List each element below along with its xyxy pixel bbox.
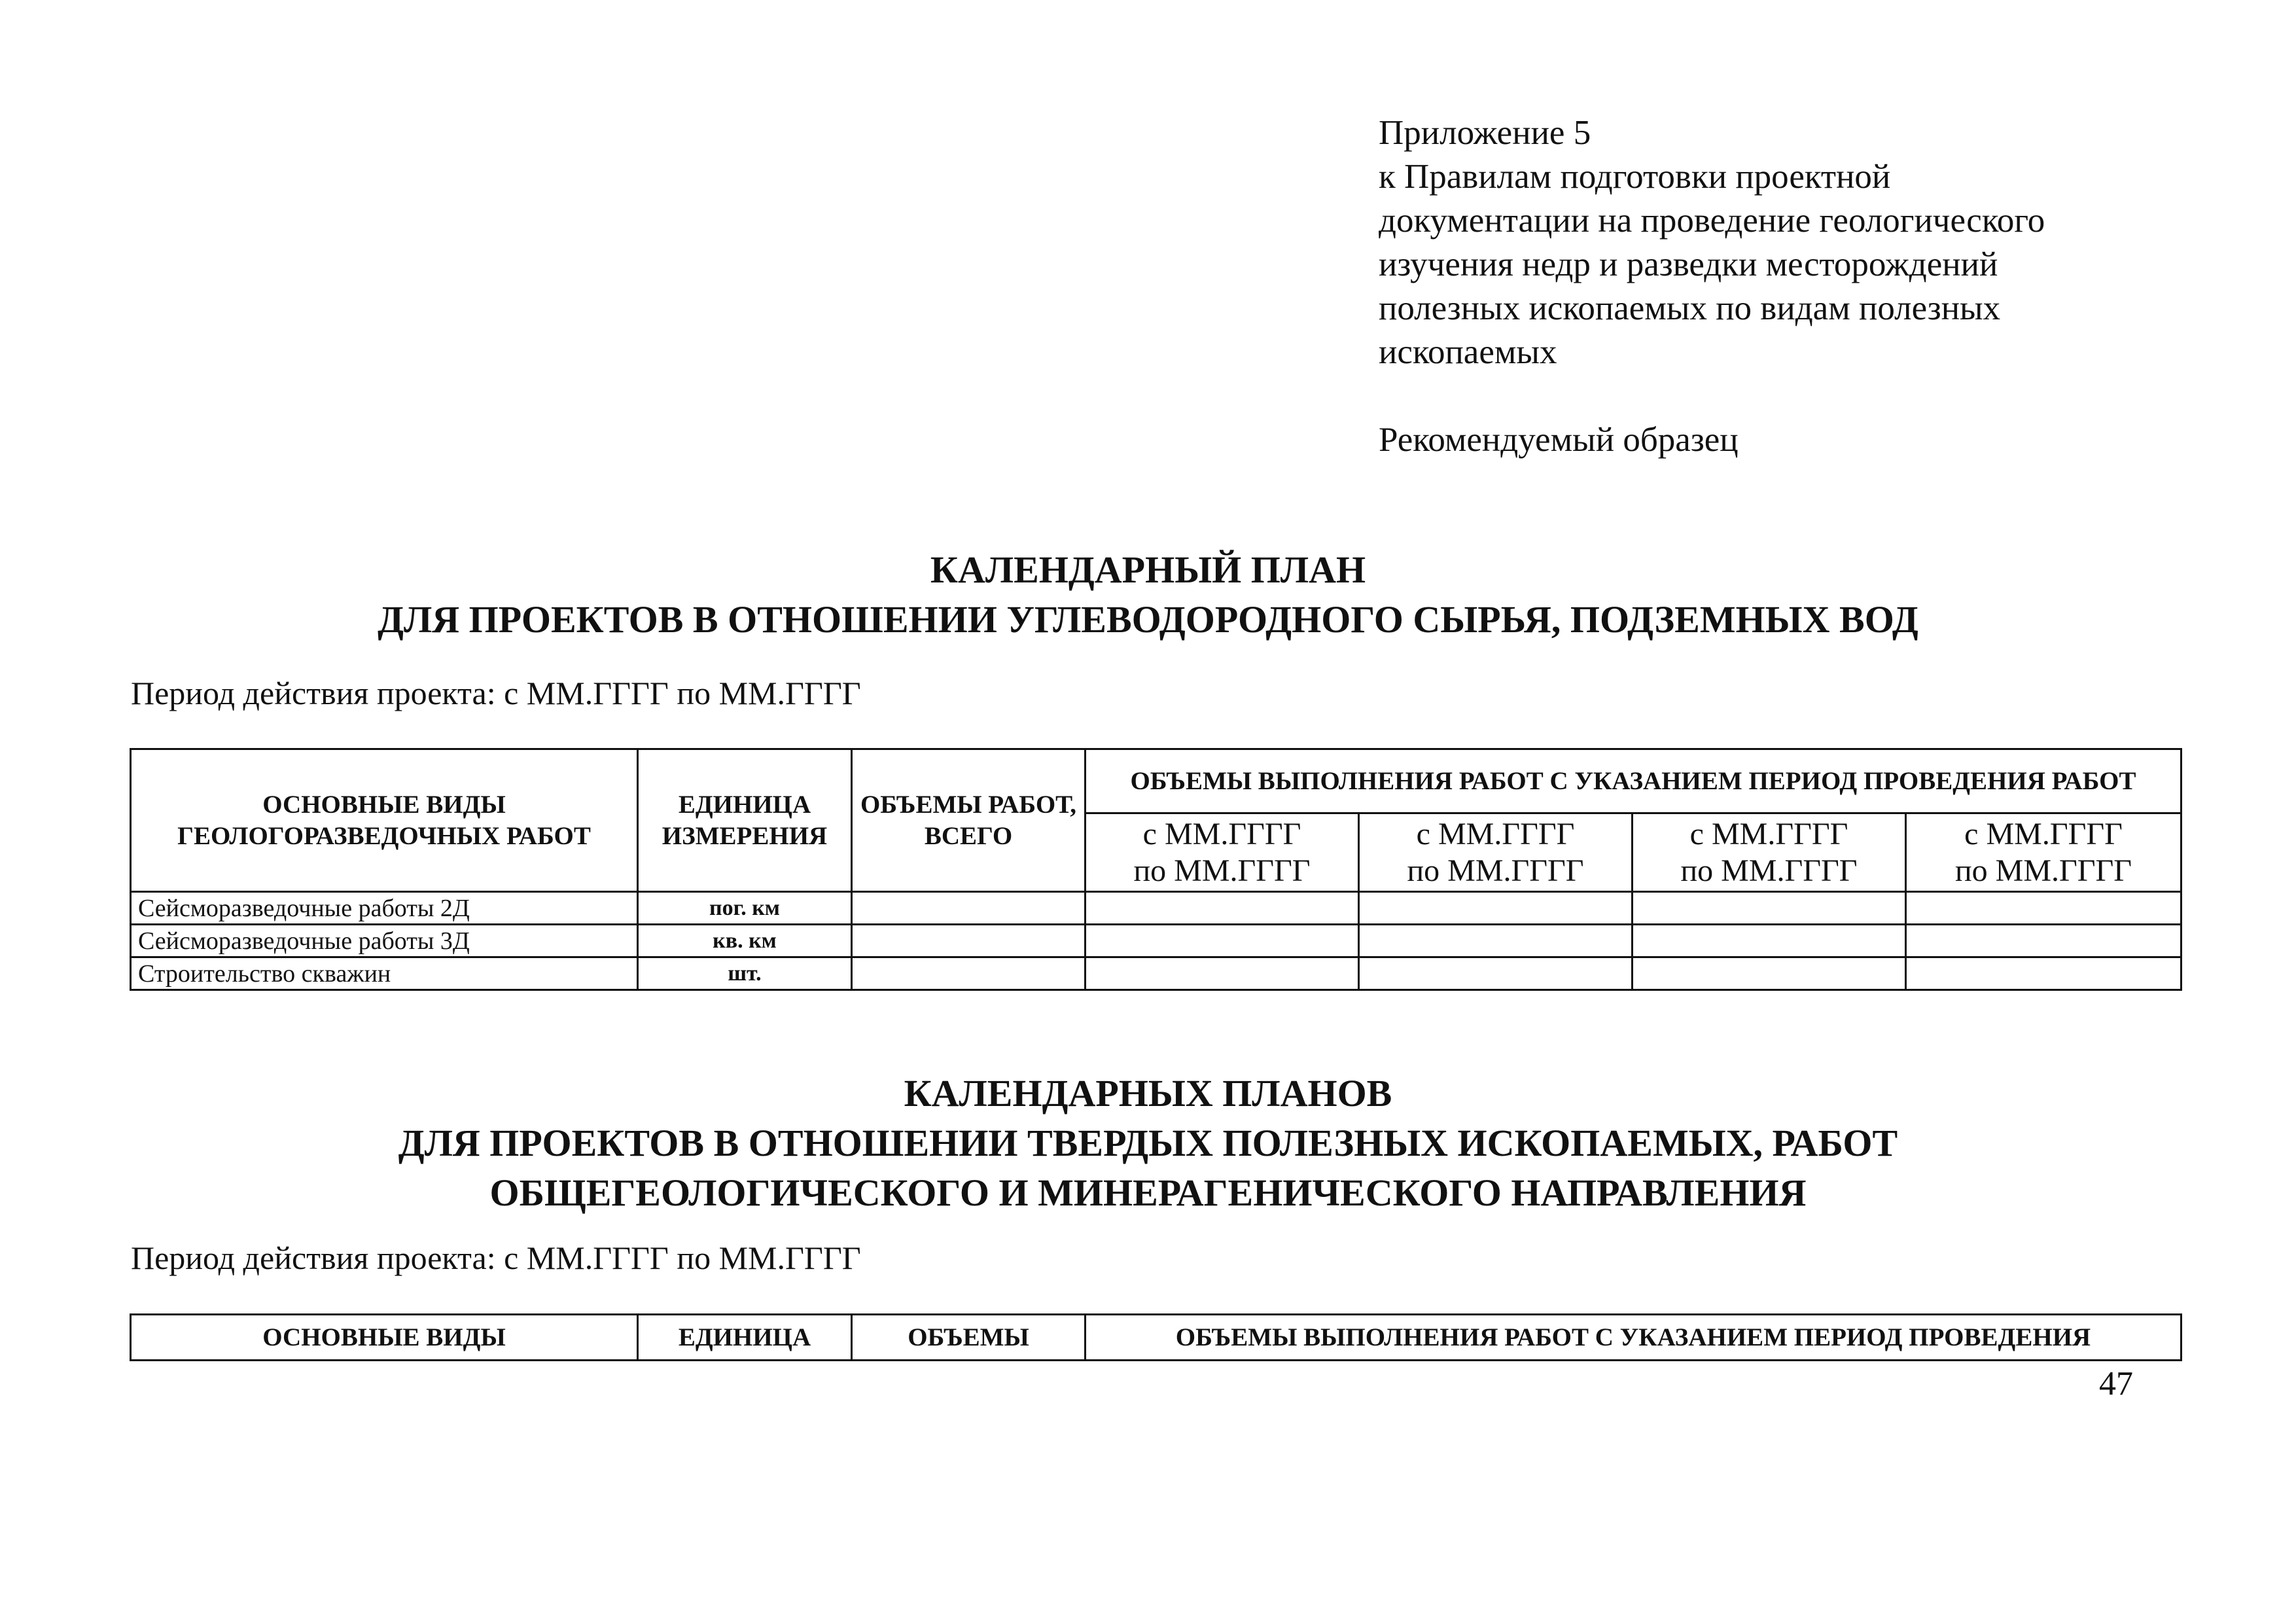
section1-title-line: ДЛЯ ПРОЕКТОВ В ОТНОШЕНИИ УГЛЕВОДОРОДНОГО СЫРЬЯ, ПОДЗЕМНЫХ ВОД <box>378 598 1918 641</box>
period-from: с ММ.ГГГГ <box>1416 816 1575 851</box>
header-total-volume: ОБЪЕМЫ <box>852 1315 1086 1361</box>
total-cell <box>852 925 1086 957</box>
total-cell <box>852 892 1086 925</box>
unit-cell: кв. км <box>638 925 852 957</box>
period-from: с ММ.ГГГГ <box>1689 816 1848 851</box>
period-from: с ММ.ГГГГ <box>1964 816 2123 851</box>
header-period-volumes: ОБЪЕМЫ ВЫПОЛНЕНИЯ РАБОТ С УКАЗАНИЕМ ПЕРИОД ПРОВЕДЕНИЯ РАБОТ <box>1086 749 2181 813</box>
table-row <box>131 957 2181 990</box>
section2-table <box>130 1313 2182 1361</box>
period-cell <box>1906 892 2181 925</box>
header-period <box>1359 813 1633 892</box>
section1-period: Период действия проекта: с ММ.ГГГГ по ММ.ГГГГ <box>131 675 861 711</box>
sample-label: Рекомендуемый образец <box>1379 421 1739 459</box>
period-cell <box>1906 957 2181 990</box>
table-row <box>131 925 2181 957</box>
period-to: по ММ.ГГГГ <box>1133 853 1311 888</box>
header-unit: ЕДИНИЦА ИЗМЕРЕНИЯ <box>638 749 852 892</box>
period-cell <box>1086 892 1359 925</box>
appendix-line: ископаемых <box>1379 333 1557 371</box>
header-period <box>1906 813 2181 892</box>
section2-title-line: ДЛЯ ПРОЕКТОВ В ОТНОШЕНИИ ТВЕРДЫХ ПОЛЕЗНЫХ ИСКОПАЕМЫХ, РАБОТ <box>398 1122 1898 1164</box>
period-to: по ММ.ГГГГ <box>1954 853 2132 888</box>
appendix-note <box>1379 111 2229 462</box>
section1-title-line: КАЛЕНДАРНЫЙ ПЛАН <box>930 548 1366 591</box>
appendix-line: к Правилам подготовки проектной <box>1379 158 1891 196</box>
work-type-cell: Сейсморазведочные работы 3Д <box>131 925 638 957</box>
section2-title-line: КАЛЕНДАРНЫХ ПЛАНОВ <box>904 1072 1392 1115</box>
header-period-volumes: ОБЪЕМЫ ВЫПОЛНЕНИЯ РАБОТ С УКАЗАНИЕМ ПЕРИОД ПРОВЕДЕНИЯ <box>1086 1315 2181 1361</box>
period-from: с ММ.ГГГГ <box>1142 816 1301 851</box>
period-cell <box>1633 957 1906 990</box>
header-total-volume: ОБЪЕМЫ РАБОТ, ВСЕГО <box>852 749 1086 892</box>
section2-period: Период действия проекта: с ММ.ГГГГ по ММ.ГГГГ <box>131 1240 861 1276</box>
period-cell <box>1359 892 1633 925</box>
period-to: по ММ.ГГГГ <box>1680 853 1858 888</box>
header-period <box>1633 813 1906 892</box>
period-to: по ММ.ГГГГ <box>1407 853 1584 888</box>
header-work-types: ОСНОВНЫЕ ВИДЫ ГЕОЛОГОРАЗВЕДОЧНЫХ РАБОТ <box>131 749 638 892</box>
total-cell <box>852 957 1086 990</box>
header-unit: ЕДИНИЦА <box>638 1315 852 1361</box>
appendix-line: полезных ископаемых по видам полезных <box>1379 289 2001 327</box>
period-cell <box>1086 925 1359 957</box>
work-type-cell: Строительство скважин <box>131 957 638 990</box>
appendix-line: Приложение 5 <box>1379 114 1591 152</box>
header-work-types: ОСНОВНЫЕ ВИДЫ <box>131 1315 638 1361</box>
period-cell <box>1359 957 1633 990</box>
page-number: 47 <box>2099 1365 2133 1402</box>
table-row <box>131 892 2181 925</box>
period-cell <box>1633 925 1906 957</box>
section2-title-line: ОБЩЕГЕОЛОГИЧЕСКОГО И МИНЕРАГЕНИЧЕСКОГО НАПРАВЛЕНИЯ <box>489 1171 1807 1214</box>
section1-table <box>130 748 2182 991</box>
appendix-line: изучения недр и разведки месторождений <box>1379 245 1998 283</box>
appendix-line: документации на проведение геологического <box>1379 202 2045 240</box>
header-period <box>1086 813 1359 892</box>
section2-title <box>0 1069 2296 1218</box>
unit-cell: пог. км <box>638 892 852 925</box>
period-cell <box>1906 925 2181 957</box>
period-cell <box>1086 957 1359 990</box>
section1-title <box>0 545 2296 645</box>
period-cell <box>1633 892 1906 925</box>
period-cell <box>1359 925 1633 957</box>
unit-cell: шт. <box>638 957 852 990</box>
work-type-cell: Сейсморазведочные работы 2Д <box>131 892 638 925</box>
